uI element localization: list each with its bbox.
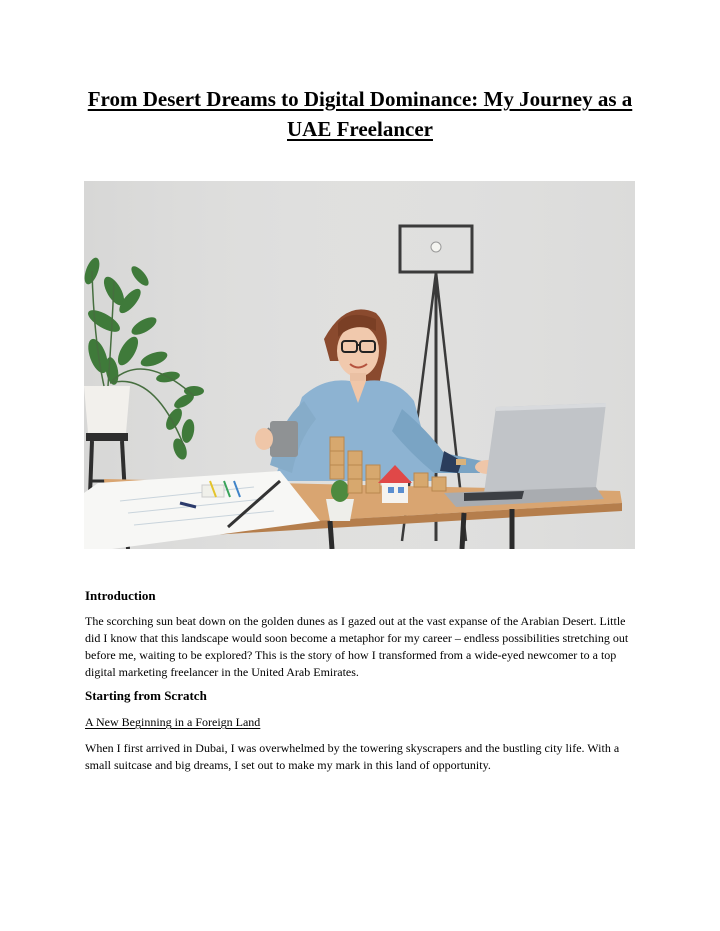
introduction-paragraph: The scorching sun beat down on the golden dunes as I gazed out at the vast expanse of the Arabian Desert. Little did I know that this landscape would soon become a metaphor for my career – endless possibilities stretching out before me, waiting to be explored? This is the story of how I transformed from a wide-eyed newcomer to a top digital marketing freelancer in the United Arab Emirates. xyxy=(85,614,629,679)
hero-photo xyxy=(84,181,635,549)
starting-subheading: A New Beginning in a Foreign Land xyxy=(85,715,261,729)
starting-heading: Starting from Scratch xyxy=(85,688,207,703)
introduction-heading: Introduction xyxy=(85,588,156,603)
starting-paragraph: When I first arrived in Dubai, I was overwhelmed by the towering skyscrapers and the bustling city life. With a small suitcase and big dreams, I set out to make my mark in this land of opportunity. xyxy=(85,741,620,772)
article-title: From Desert Dreams to Digital Dominance: My Journey as a UAE Freelancer xyxy=(87,87,633,141)
